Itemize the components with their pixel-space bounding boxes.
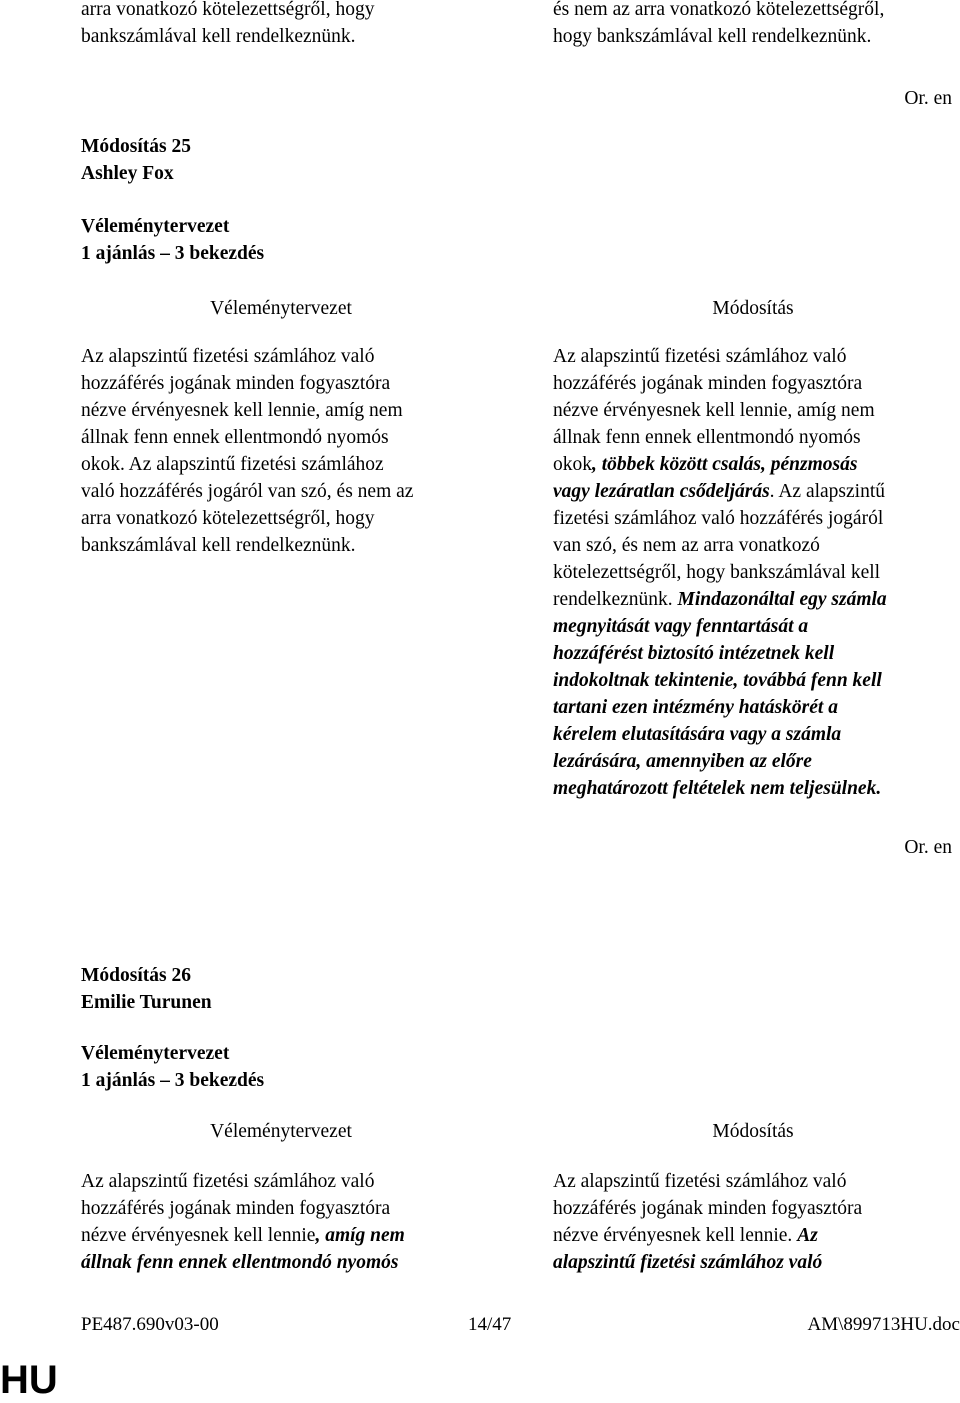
text-line: és nem az arra vonatkozó kötelezettségről, — [553, 0, 885, 20]
language-code: HU — [0, 1358, 58, 1402]
document-name: Véleménytervezet — [81, 216, 230, 237]
text-line: Az alapszintű fizetési számlához való — [553, 346, 847, 367]
inserted-text-line: kérelem elutasítására vagy a számla — [553, 724, 842, 745]
text-line — [553, 451, 953, 478]
text-line: nézve érvényesnek kell lennie, amíg nem — [553, 400, 875, 421]
footer-page-number: 14/47 — [468, 1314, 512, 1335]
inserted-text-line: lezárására, amennyiben az előre — [553, 751, 812, 772]
amendment-25-header — [81, 133, 581, 187]
text-line: kötelezettségről, hogy bankszámlával kell — [553, 562, 881, 583]
inserted-text-line: meghatározott feltételek nem teljesülnek. — [553, 778, 882, 799]
reference-line: 1 ajánlás – 3 bekezdés — [81, 243, 265, 264]
amendment-title: Módosítás 25 — [81, 136, 191, 157]
text-line: arra vonatkozó kötelezettségről, hogy — [81, 508, 375, 529]
text-line: bankszámlával kell rendelkeznünk. — [81, 26, 356, 47]
prev-left-text — [81, 0, 481, 50]
text-line: fizetési számlához való hozzáférés jogáról — [553, 508, 884, 529]
text-line: Az alapszintű fizetési számlához való — [81, 346, 375, 367]
amendment-title: Módosítás 26 — [81, 965, 191, 986]
plain-text: okok — [553, 454, 592, 475]
text-line: van szó, és nem az arra vonatkozó — [553, 535, 820, 556]
amendment-text — [553, 343, 953, 802]
text-line: Az alapszintű fizetési számlához való — [553, 1171, 847, 1192]
plain-text: nézve érvényesnek kell lennie. — [553, 1225, 798, 1246]
text-line: Az alapszintű fizetési számlához való — [81, 1171, 375, 1192]
text-line — [553, 586, 953, 613]
footer-document-ref: PE487.690v03-00 — [81, 1314, 219, 1335]
text-line: való hozzáférés jogáról van szó, és nem az — [81, 481, 414, 502]
amendment-author: Ashley Fox — [81, 163, 174, 184]
amendment-author: Emilie Turunen — [81, 992, 212, 1013]
footer-file-name: AM\899713HU.doc — [807, 1314, 960, 1335]
left-column-heading: Véleménytervezet — [210, 1121, 352, 1142]
reference-line: 1 ajánlás – 3 bekezdés — [81, 1070, 265, 1091]
text-line: hozzáférés jogának minden fogyasztóra — [81, 373, 391, 394]
prev-right-text — [553, 0, 953, 50]
inserted-text: vagy lezáratlan csődeljárás — [553, 481, 770, 502]
amendment-text — [553, 1168, 953, 1276]
plain-text: . Az alapszintű — [769, 481, 885, 502]
inserted-text-line: indokoltnak tekintenie, továbbá fenn kell — [553, 670, 882, 691]
text-line: bankszámlával kell rendelkeznünk. — [81, 535, 356, 556]
inserted-text-line: alapszintű fizetési számlához való — [553, 1252, 823, 1273]
inserted-text: Mindazonáltal egy számla — [677, 589, 887, 610]
inserted-text: Az — [797, 1225, 818, 1246]
text-line: állnak fenn ennek ellentmondó nyomós — [553, 427, 861, 448]
draft-opinion-text — [81, 343, 481, 559]
text-line — [553, 1222, 953, 1249]
text-line — [553, 478, 953, 505]
document-name: Véleménytervezet — [81, 1043, 230, 1064]
amendment-25-reference — [81, 213, 581, 267]
inserted-text: , többek között csalás, pénzmosás — [592, 454, 858, 475]
plain-text: rendelkeznünk. — [553, 589, 678, 610]
original-language: Or. en — [904, 837, 952, 858]
draft-opinion-text — [81, 1168, 481, 1276]
text-line: okok. Az alapszintű fizetési számlához — [81, 454, 384, 475]
text-line — [81, 1222, 481, 1249]
text-line: állnak fenn ennek ellentmondó nyomós — [81, 427, 389, 448]
plain-text: nézve érvényesnek kell lennie — [81, 1225, 316, 1246]
deleted-text: , amíg nem — [315, 1225, 405, 1246]
text-line: nézve érvényesnek kell lennie, amíg nem — [81, 400, 403, 421]
amendment-26-header — [81, 962, 581, 1016]
deleted-text-line: állnak fenn ennek ellentmondó nyomós — [81, 1252, 399, 1273]
left-column-heading: Véleménytervezet — [210, 298, 352, 319]
inserted-text-line: tartani ezen intézmény hatáskörét a — [553, 697, 838, 718]
text-line: hozzáférés jogának minden fogyasztóra — [81, 1198, 391, 1219]
amendment-26-reference — [81, 1040, 581, 1094]
original-language: Or. en — [904, 88, 952, 109]
inserted-text-line: hozzáférést biztosító intézetnek kell — [553, 643, 835, 664]
text-line: hozzáférés jogának minden fogyasztóra — [553, 373, 863, 394]
right-column-heading: Módosítás — [712, 298, 794, 319]
right-column-heading: Módosítás — [712, 1121, 794, 1142]
inserted-text-line: megnyitását vagy fenntartását a — [553, 616, 809, 637]
text-line: hozzáférés jogának minden fogyasztóra — [553, 1198, 863, 1219]
text-line: hogy bankszámlával kell rendelkeznünk. — [553, 26, 872, 47]
text-line: arra vonatkozó kötelezettségről, hogy — [81, 0, 375, 20]
